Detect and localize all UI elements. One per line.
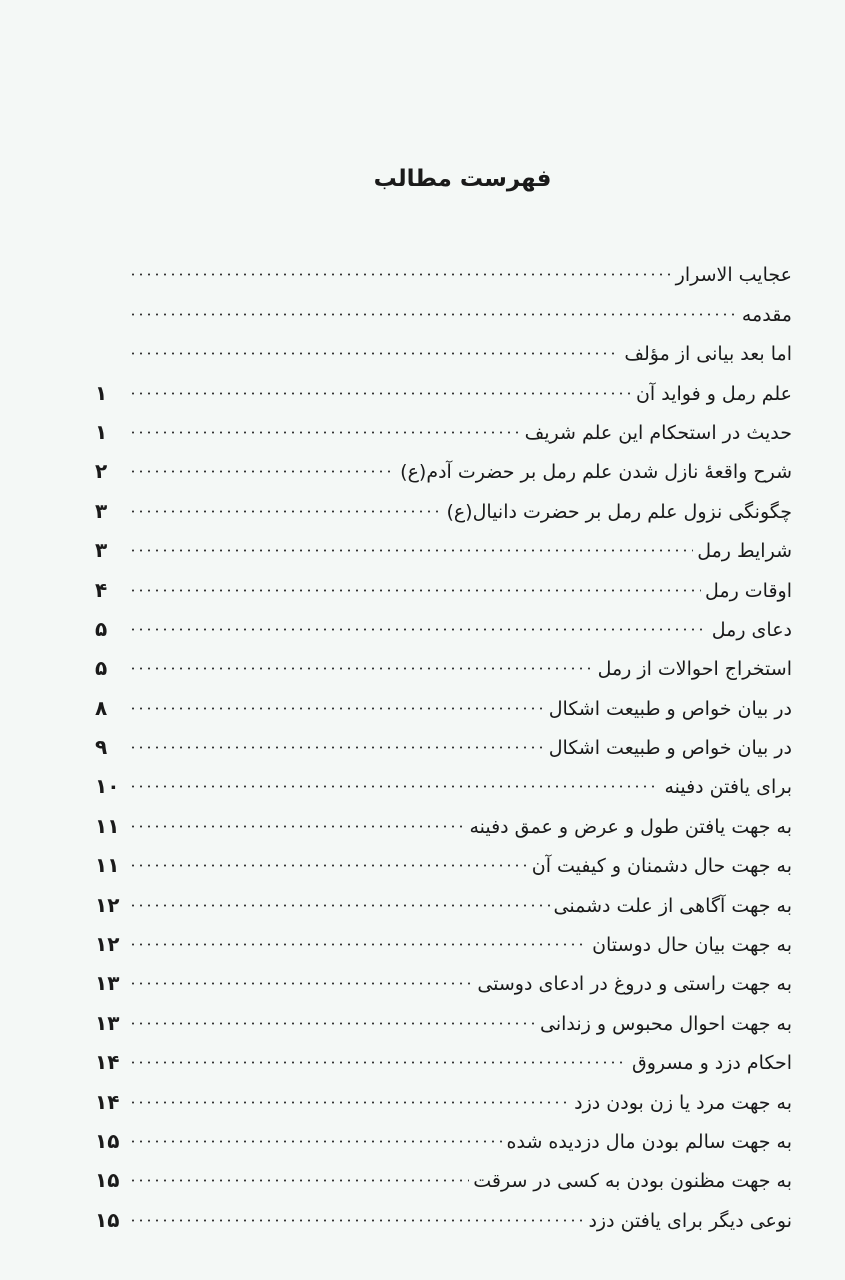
toc-entry-page: ۱۱ bbox=[95, 813, 120, 838]
dot-leader bbox=[129, 352, 620, 355]
toc-entry-page: ۳ bbox=[95, 498, 108, 523]
toc-entry-title: به جهت راستی و دروغ در ادعای دوستی bbox=[477, 973, 792, 996]
toc-entry bbox=[95, 798, 792, 837]
toc-entry-title: علم رمل و فواید آن bbox=[635, 382, 792, 405]
toc-entry-page: ۱۴ bbox=[95, 1050, 120, 1075]
dot-leader bbox=[129, 707, 545, 710]
toc-entry bbox=[95, 326, 792, 365]
toc-entry bbox=[95, 523, 792, 562]
toc-entry bbox=[95, 759, 792, 798]
toc-entry bbox=[95, 917, 792, 956]
dot-leader bbox=[129, 1219, 584, 1222]
toc-entry bbox=[95, 365, 792, 404]
toc-entry bbox=[95, 720, 792, 759]
toc-entry-title: به جهت سالم بودن مال دزدیده شده bbox=[506, 1130, 792, 1153]
toc-entry bbox=[95, 1114, 792, 1153]
toc-entry bbox=[95, 877, 792, 916]
toc-entry bbox=[95, 405, 792, 444]
toc-entry bbox=[95, 1153, 792, 1192]
toc-entry-page: ۱۵ bbox=[95, 1128, 120, 1153]
toc-entry-page: ۱۲ bbox=[95, 892, 120, 917]
dot-leader bbox=[129, 1022, 536, 1025]
toc-entry bbox=[95, 1035, 792, 1074]
dot-leader bbox=[129, 510, 442, 513]
toc-entry-title: احکام دزد و مسروق bbox=[632, 1052, 792, 1075]
toc-entry-page: ۱ bbox=[95, 419, 108, 444]
toc-entry bbox=[95, 602, 792, 641]
toc-entry-title: چگونگی نزول علم رمل بر حضرت دانیال(ع) bbox=[446, 500, 792, 523]
toc-entry-title: دعای رمل bbox=[711, 618, 792, 641]
toc-entry-title: به جهت مظنون بودن به کسی در سرقت bbox=[473, 1170, 792, 1193]
toc-entry-title: به جهت بیان حال دوستان bbox=[592, 934, 792, 957]
toc-entry-page: ۴ bbox=[95, 577, 108, 602]
toc-entry-page: ۱۱ bbox=[95, 853, 120, 878]
toc-entry bbox=[95, 247, 792, 286]
dot-leader bbox=[129, 273, 672, 276]
toc-entry-title: به جهت آگاهی از علت دشمنی bbox=[553, 894, 792, 917]
toc-entry-page: ۵ bbox=[95, 616, 108, 641]
toc-entry bbox=[95, 956, 792, 995]
toc-entry-title: استخراج احوالات از رمل bbox=[597, 658, 792, 681]
dot-leader bbox=[129, 667, 594, 670]
toc-entry-title: شرح واقعهٔ نازل شدن علم رمل بر حضرت آدم(ع) bbox=[400, 461, 792, 484]
toc-entry-page: ۱۲ bbox=[95, 932, 120, 957]
dot-leader bbox=[129, 864, 528, 867]
toc-entry bbox=[95, 286, 792, 325]
toc-entry-title: حدیث در استحکام این علم شریف bbox=[524, 421, 792, 444]
toc-entry bbox=[95, 483, 792, 522]
toc-entry-title: مقدمه bbox=[741, 303, 792, 326]
toc-entry-title: عجایب الاسرار bbox=[675, 264, 792, 287]
toc-entry-page: ۱۴ bbox=[95, 1089, 120, 1114]
dot-leader bbox=[129, 943, 588, 946]
dot-leader bbox=[129, 628, 708, 631]
dot-leader bbox=[129, 470, 396, 473]
toc-entry-title: در بیان خواص و طبیعت اشکال bbox=[548, 737, 792, 760]
toc-entry-page: ۱۳ bbox=[95, 971, 120, 996]
dot-leader bbox=[129, 392, 632, 395]
dot-leader bbox=[129, 1179, 469, 1182]
toc-entry-page: ۱۰ bbox=[95, 774, 120, 799]
toc-entry bbox=[95, 1192, 792, 1231]
table-of-contents bbox=[95, 247, 792, 1232]
dot-leader bbox=[129, 982, 473, 985]
toc-entry-title: به جهت یافتن طول و عرض و عمق دفینه bbox=[469, 815, 792, 838]
toc-entry bbox=[95, 680, 792, 719]
toc-entry bbox=[95, 562, 792, 601]
toc-entry bbox=[95, 1074, 792, 1113]
toc-entry-page: ۹ bbox=[95, 735, 108, 760]
dot-leader bbox=[129, 589, 701, 592]
toc-entry-page: ۵ bbox=[95, 656, 108, 681]
toc-entry-page: ۳ bbox=[95, 538, 108, 563]
toc-entry-page: ۱۵ bbox=[95, 1207, 120, 1232]
toc-entry-title: در بیان خواص و طبیعت اشکال bbox=[548, 697, 792, 720]
toc-entry-title: نوعی دیگر برای یافتن دزد bbox=[588, 1209, 792, 1232]
toc-entry-page: ۲ bbox=[95, 459, 108, 484]
toc-entry-title: اما بعد بیانی از مؤلف bbox=[624, 343, 792, 366]
toc-entry bbox=[95, 444, 792, 483]
toc-entry-title: به جهت حال دشمنان و کیفیت آن bbox=[531, 855, 792, 878]
dot-leader bbox=[129, 825, 465, 828]
toc-entry-page: ۱۳ bbox=[95, 1010, 120, 1035]
dot-leader bbox=[129, 431, 521, 434]
dot-leader bbox=[129, 313, 738, 316]
dot-leader bbox=[129, 549, 693, 552]
toc-entry-title: شرایط رمل bbox=[697, 540, 792, 563]
toc-entry bbox=[95, 641, 792, 680]
toc-entry-title: اوقات رمل bbox=[705, 579, 792, 602]
toc-entry-page: ۱ bbox=[95, 380, 108, 405]
toc-entry-page: ۱۵ bbox=[95, 1168, 120, 1193]
toc-entry bbox=[95, 838, 792, 877]
toc-entry-page: ۸ bbox=[95, 695, 108, 720]
dot-leader bbox=[129, 746, 545, 749]
toc-entry-title: به جهت مرد یا زن بودن دزد bbox=[574, 1091, 792, 1114]
toc-entry-title: برای یافتن دفینه bbox=[664, 776, 792, 799]
page-title: فهرست مطالب bbox=[373, 166, 552, 192]
dot-leader bbox=[129, 904, 550, 907]
dot-leader bbox=[129, 1140, 503, 1143]
dot-leader bbox=[129, 1101, 570, 1104]
toc-entry bbox=[95, 995, 792, 1034]
toc-entry-title: به جهت احوال محبوس و زندانی bbox=[540, 1012, 792, 1035]
dot-leader bbox=[129, 1061, 628, 1064]
dot-leader bbox=[129, 785, 660, 788]
